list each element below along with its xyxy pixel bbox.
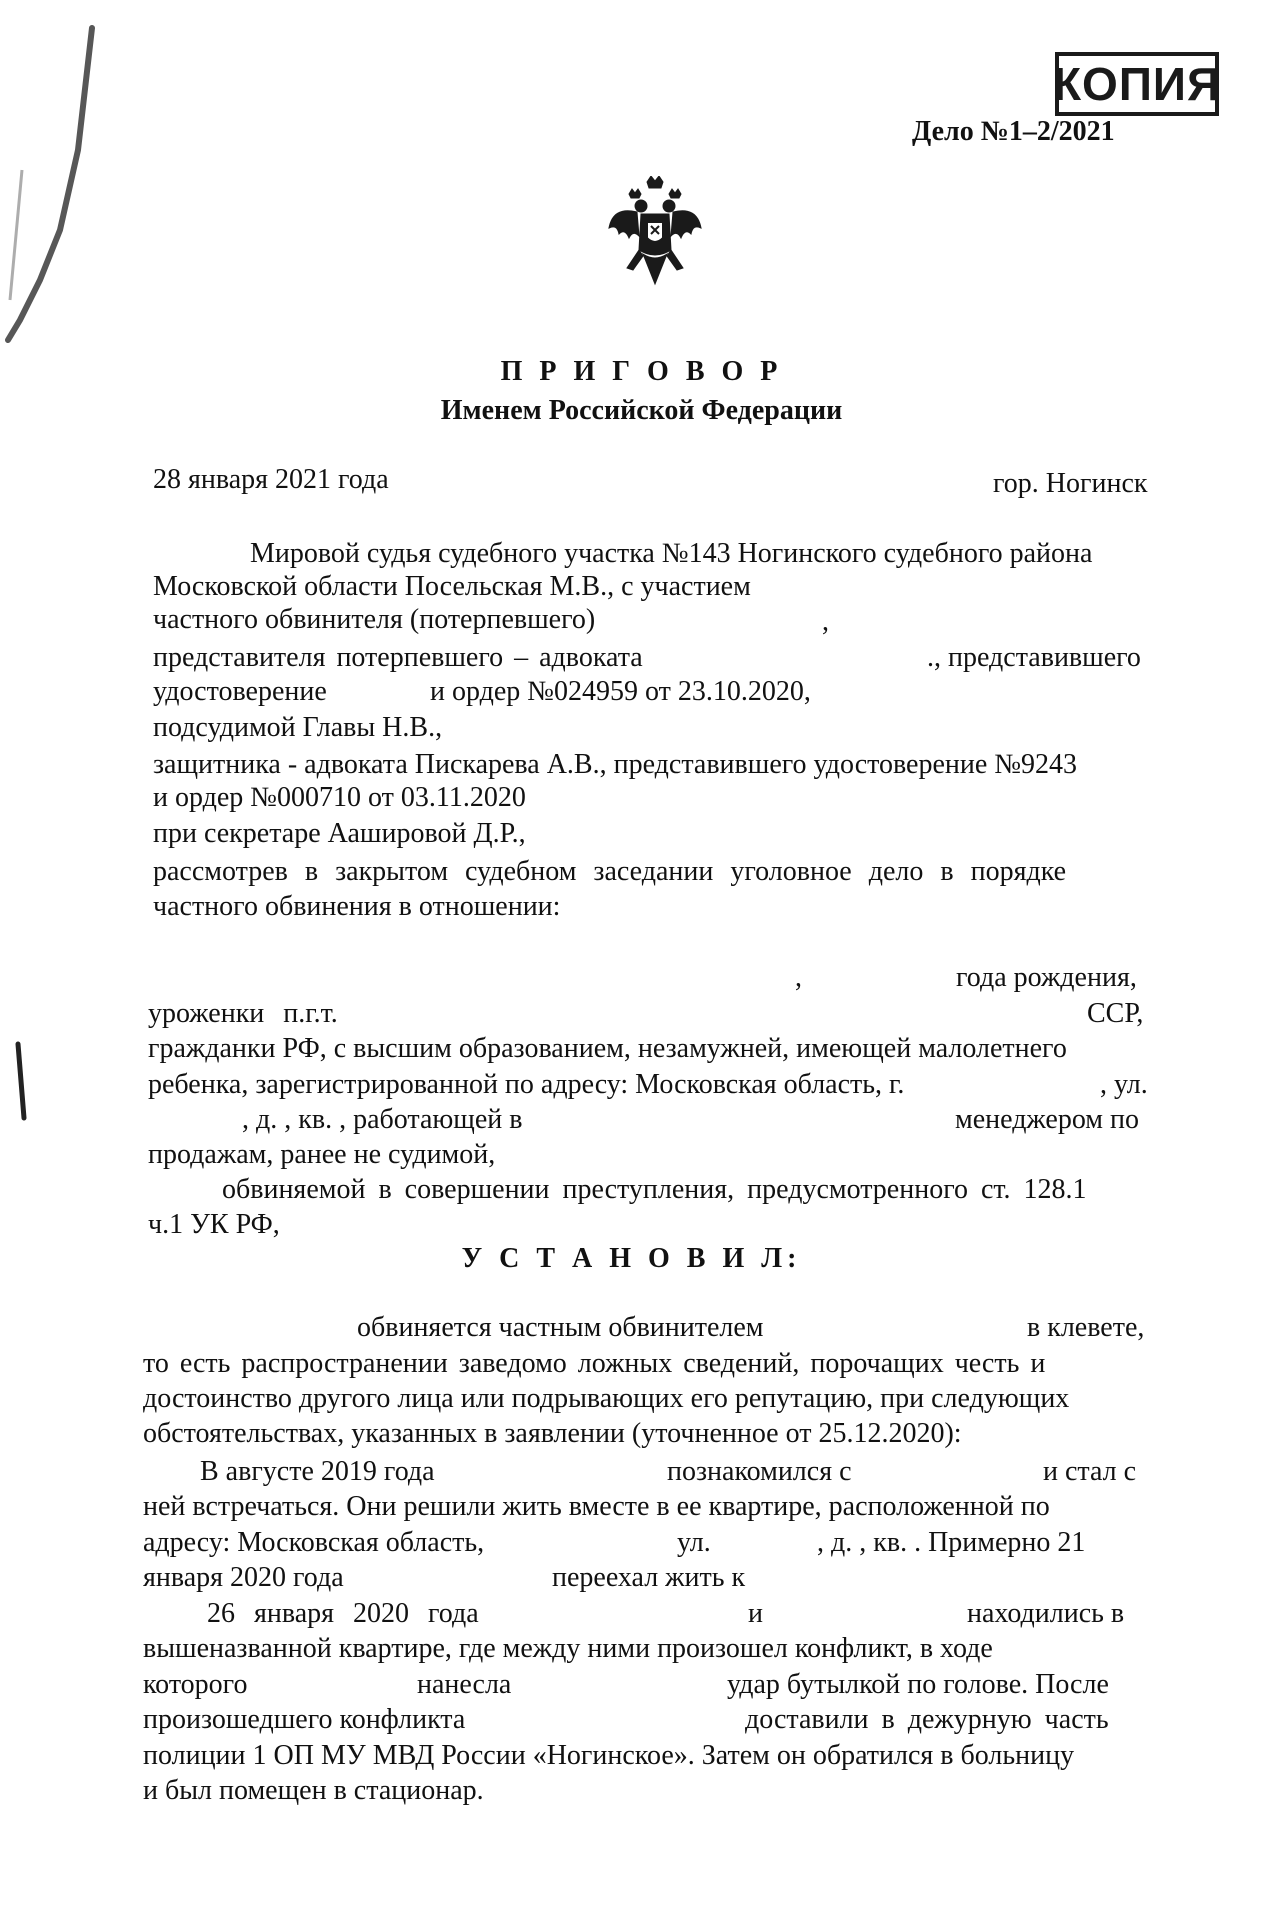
text-line: удостоверение [153,676,327,707]
text-line: , ул. [1100,1069,1148,1100]
text-line: В августе 2019 года [200,1456,435,1487]
text-line: и стал с [1043,1456,1137,1487]
text-line: подсудимой Главы Н.В., [153,712,443,743]
scan-mark [18,1044,24,1118]
text-line: , д. , кв. . Примерно 21 [817,1527,1086,1558]
russian-coat-of-arms-icon [607,176,703,288]
scan-edge-stroke [8,28,92,340]
text-line: частного обвинения в отношении: [153,891,561,922]
text-line: и [748,1598,763,1629]
text-line: нанесла [417,1669,512,1700]
text-line: которого [143,1669,248,1700]
text-line: адресу: Московская область, [143,1527,485,1558]
text-line: частного обвинителя (потерпевшего) [153,604,596,635]
text-line: удар бутылкой по голове. После [727,1669,1109,1700]
text-line: , [822,606,829,637]
copy-stamp [1052,52,1222,116]
text-line: 26 января 2020 года [207,1598,479,1629]
text-line: года рождения, [956,962,1137,993]
text-line: ул. [677,1527,711,1558]
text-line: обстоятельствах, указанных в заявлении (уточненное от 25.12.2020): [143,1418,962,1449]
text-line: гражданки РФ, с высшим образованием, незамужней, имеющей малолетнего [148,1033,1067,1064]
text-line: и был помещен в стационар. [143,1775,484,1806]
text-line: ч.1 УК РФ, [148,1209,280,1240]
text-line: познакомился с [667,1456,852,1487]
text-line: вышеназванной квартире, где между ними произошел конфликт, в ходе [143,1633,993,1664]
text-line: рассмотрев в закрытом судебном заседании уголовное дело в порядке [153,856,1067,887]
text-line: ребенка, зарегистрированной по адресу: Московская область, г. [148,1069,905,1100]
text-line: менеджером по [955,1104,1140,1135]
text-line: января 2020 года [143,1562,344,1593]
copy-stamp-text: КОПИЯ [1052,58,1222,110]
document-subtitle: Именем Российской Федерации [440,395,843,426]
text-line: представителя потерпевшего – адвоката [153,642,643,673]
text-line: ней встречаться. Они решили жить вместе в ее квартире, расположенной по [143,1491,1050,1522]
text-line: находились в [967,1598,1125,1629]
text-line: в клевете, [1027,1312,1145,1343]
case-number: Дело №1–2/2021 [912,116,1115,147]
text-line: , д. , кв. , работающей в [242,1104,523,1135]
text-line: , [795,962,802,993]
document-title: П Р И Г О В О Р [500,356,783,387]
text-line: Московской области Посельская М.В., с участием [153,571,751,602]
text-line: произошедшего конфликта [143,1704,466,1735]
text-line: то есть распространении заведомо ложных сведений, порочащих честь и [143,1348,1046,1379]
text-line: уроженки п.г.т. [148,998,338,1029]
text-line: доставили в дежурную часть [745,1704,1109,1735]
text-line: и ордер №024959 от 23.10.2020, [430,676,811,707]
document-place: гор. Ногинск [993,468,1148,499]
text-line: полиции 1 ОП МУ МВД России «Ногинское». Затем он обратился в больницу [143,1740,1075,1771]
text-line: обвиняемой в совершении преступления, предусмотренного ст. 128.1 [222,1174,1087,1205]
text-line: при секретаре Аашировой Д.Р., [153,818,526,849]
text-line: защитника - адвоката Пискарева А.В., представившего удостоверение №9243 [153,749,1078,780]
text-line: Мировой судья судебного участка №143 Ногинского судебного района [250,538,1093,569]
text-line: продажам, ранее не судимой, [148,1139,496,1170]
document-date: 28 января 2021 года [153,464,389,495]
text-line: обвиняется частным обвинителем [357,1312,764,1343]
text-line: ССР, [1087,998,1144,1029]
scan-edge-stroke-2 [10,170,22,300]
text-line: и ордер №000710 от 03.11.2020 [153,782,526,813]
text-line: достоинство другого лица или подрывающих его репутацию, при следующих [143,1383,1070,1414]
text-line: переехал жить к [552,1562,746,1593]
text-line: ., представившего [927,642,1141,673]
section-heading-established: У С Т А Н О В И Л: [461,1243,802,1274]
